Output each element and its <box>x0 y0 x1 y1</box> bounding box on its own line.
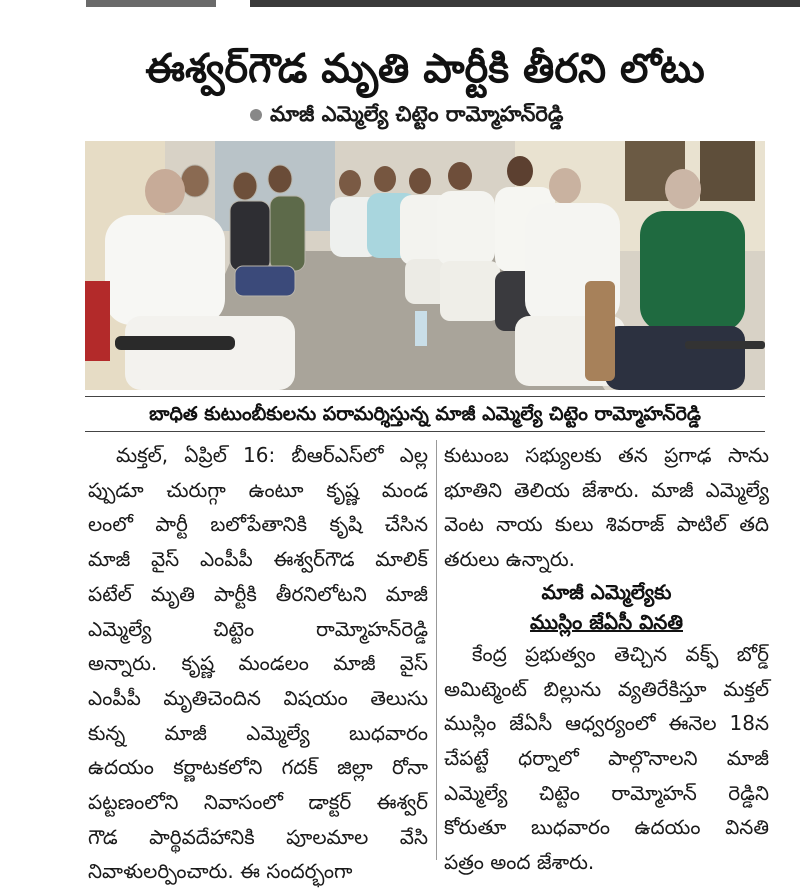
news-photo <box>85 141 765 390</box>
article-line: అన్నారు. కృష్ణ మండలం మాజీ వైస్ <box>88 651 428 676</box>
article-line: పటేల్ మృతి పార్టీకి తీరనిలోటని మాజీ <box>88 581 428 606</box>
article-line: ముస్లిం జేఏసీ ఆధ్వర్యంలో ఈనెల 18న <box>444 711 769 736</box>
article-line: ప్పుడూ చురుగ్గా ఉంటూ కృష్ణ మండ <box>88 477 428 502</box>
section-subhead-line1: మాజీ ఎమ్మెల్యేకు <box>541 579 672 604</box>
section-subhead-line2: ముస్లిం జేఏసీ వినతి <box>530 609 683 634</box>
article-line: కోరుతూ బుధవారం ఉదయం వినతి <box>444 815 769 840</box>
top-rule-left <box>86 0 216 7</box>
article-line: భూతిని తెలియ జేశారు. మాజీ ఎమ్మెల్యే <box>444 477 769 502</box>
article-line: ఎంపీపీ మృతిచెందిన విషయం తెలుసు <box>88 685 428 710</box>
article-line: వెంట నాయ కులు శివరాజ్ పాటిల్ తది <box>444 512 769 537</box>
article-line: కున్న మాజీ ఎమ్మెల్యే బుధవారం <box>88 720 428 745</box>
article-line: మక్తల్, ఏప్రిల్ 16: బీఆర్ఎస్‌లో ఎల్ల <box>116 443 428 467</box>
top-rule-right <box>250 0 800 7</box>
group-meeting-photo-icon <box>85 141 765 390</box>
right-column <box>444 438 769 880</box>
article-line: తరులు ఉన్నారు. <box>444 547 575 572</box>
headline: ఈశ్వర్‌గౌడ మృతి పార్టీకి తీరని లోటు <box>145 46 705 92</box>
left-column <box>88 438 428 889</box>
subheadline-text: మాజీ ఎమ్మెల్యే చిట్టెం రామ్మోహన్‌రెడ్డి <box>270 102 564 126</box>
article-line: చేపట్టే ధర్నాలో పాల్గొనాలని మాజీ <box>444 745 769 770</box>
article-line: మాజీ వైస్ ఎంపీపీ ఈశ్వర్‌గౌడ మాలిక్ <box>88 547 428 572</box>
article-line: లంలో పార్టీ బలోపేతానికి కృషి చేసిన <box>88 512 428 537</box>
article-line: గౌడ పార్థివదేహానికి పూలమాల వేసి <box>88 824 428 849</box>
article-line: పత్రం అంద జేశారు. <box>444 850 595 875</box>
article-line: ఎమ్మెల్యే చిట్టెం రామ్మోహన్ రెడ్డిని <box>444 780 769 805</box>
article-line: కుటుంబ సభ్యులకు తన ప్రగాఢ సాను <box>444 443 769 467</box>
article-line: నివాళులర్పించారు. ఈ సందర్భంగా <box>88 859 353 884</box>
article-line: పట్టణంలోని నివాసంలో డాక్టర్ ఈశ్వర్ <box>88 790 428 815</box>
bullet-icon <box>250 109 262 121</box>
article-line: ఉదయం కర్ణాటకలోని గదక్ జిల్లా రోనా <box>88 755 428 780</box>
article-line: కేంద్ర ప్రభుత్వం తెచ్చిన వక్ఫ్ బోర్డ్ <box>472 641 769 666</box>
subheadline <box>250 100 750 128</box>
article-line: ఎమ్మెల్యే చిట్టెం రామ్మోహన్‌రెడ్డి <box>88 616 428 641</box>
photo-caption: బాధిత కుటుంబీకులను పరామర్శిస్తున్న మాజీ ఎమ్మెల్యే చిట్టెం రామ్మోహన్‌రెడ్డి <box>85 396 765 432</box>
article-line: అమిట్మెంట్ బిల్లును వ్యతిరేకిస్తూ మక్తల్ <box>444 676 769 701</box>
column-divider <box>436 440 437 860</box>
